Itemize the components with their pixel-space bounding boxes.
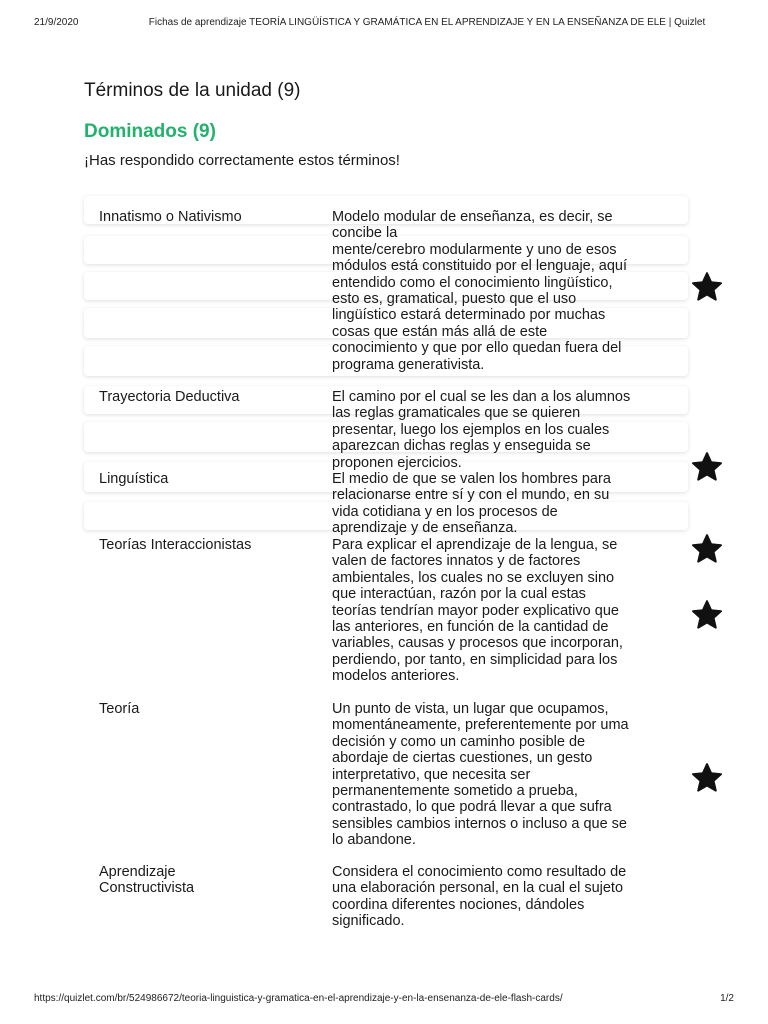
definition-text: Un punto de vista, un lugar que ocupamos, momentáneamente, preferentemente por uma decisión y como un caminho posible de abordaje de ciertas cuestiones, un gesto interpretativo, que necesita ser permanentemente sometido a prueba, contrastado, lo que podrá llevar a que sufra sensibles cambios internos o incluso a que se lo abandone. — [332, 701, 629, 849]
star-icon — [690, 450, 724, 484]
star-icon — [690, 598, 724, 632]
print-footer — [0, 993, 768, 1007]
definition-text: El medio de que se valen los hombres para relacionarse entre sí y con el mundo, en su vida cotidiana y en los procesos de aprendizaje y de enseñanza. — [332, 471, 611, 537]
definition-text: El camino por el cual se les dan a los alumnos las reglas gramaticales que se quieren presentar, luego los ejemplos en los cuales aparezcan dichas reglas y enseguida se proponen ejercicios. — [332, 389, 631, 471]
star-button[interactable] — [690, 761, 724, 795]
star-icon — [690, 761, 724, 795]
print-url: https://quizlet.com/br/524986672/teoria-linguistica-y-gramatica-en-el-aprendizaje-y-en-la-ensenanza-de-ele-flash-cards/ — [34, 993, 563, 1004]
term-text: Linguística — [99, 471, 169, 487]
section-title: Términos de la unidad (9) — [84, 80, 301, 101]
definition-text: Para explicar el aprendizaje de la lengua, se valen de factores innatos y de factores ambientales, los cuales no se excluyen sino que interactúan, razón por la cual estas teorías tendrían mayor poder explicativo que las anteriores, en función de la cantidad de variables, causas y procesos que incorporan, perdiendo, por tanto, en simplicidad para los modelos anteriores. — [332, 537, 623, 685]
star-button[interactable] — [690, 598, 724, 632]
star-icon — [690, 532, 724, 566]
definition-text: Considera el conocimiento como resultado de una elaboración personal, en la cual el sujeto coordina diferentes nociones, dándoles significado. — [332, 864, 627, 930]
print-page-title: Fichas de aprendizaje TEORÍA LINGÜÍSTICA Y GRAMÁTICA EN EL APRENDIZAJE Y EN LA ENSEÑANZA DE ELE | Quizlet — [148, 17, 706, 28]
mastered-subtitle: ¡Has respondido correctamente estos términos! — [84, 152, 400, 169]
star-button[interactable] — [690, 532, 724, 566]
term-text: Aprendizaje Constructivista — [99, 864, 195, 897]
print-header — [0, 17, 768, 31]
print-page-number: 1/2 — [720, 993, 734, 1004]
term-text: Teoría — [99, 701, 140, 717]
term-text: Trayectoria Deductiva — [99, 389, 240, 405]
definition-text: Modelo modular de enseñanza, es decir, se concibe la mente/cerebro modularmente y uno de esos módulos está constituido por el lenguaje, aquí entendido como el conocimiento lingüístico, esto es, gramatical, puesto que el uso lingüístico estará determinado por muchas cosas que están más allá de este conocimiento y que por ello quedan fuera del programa generativista. — [332, 209, 628, 373]
mastered-title: Dominados (9) — [84, 121, 216, 142]
star-button[interactable] — [690, 270, 724, 304]
star-icon — [690, 270, 724, 304]
print-date: 21/9/2020 — [34, 17, 79, 28]
term-text: Innatismo o Nativismo — [99, 209, 242, 225]
term-text: Teorías Interaccionistas — [99, 537, 252, 553]
star-button[interactable] — [690, 450, 724, 484]
